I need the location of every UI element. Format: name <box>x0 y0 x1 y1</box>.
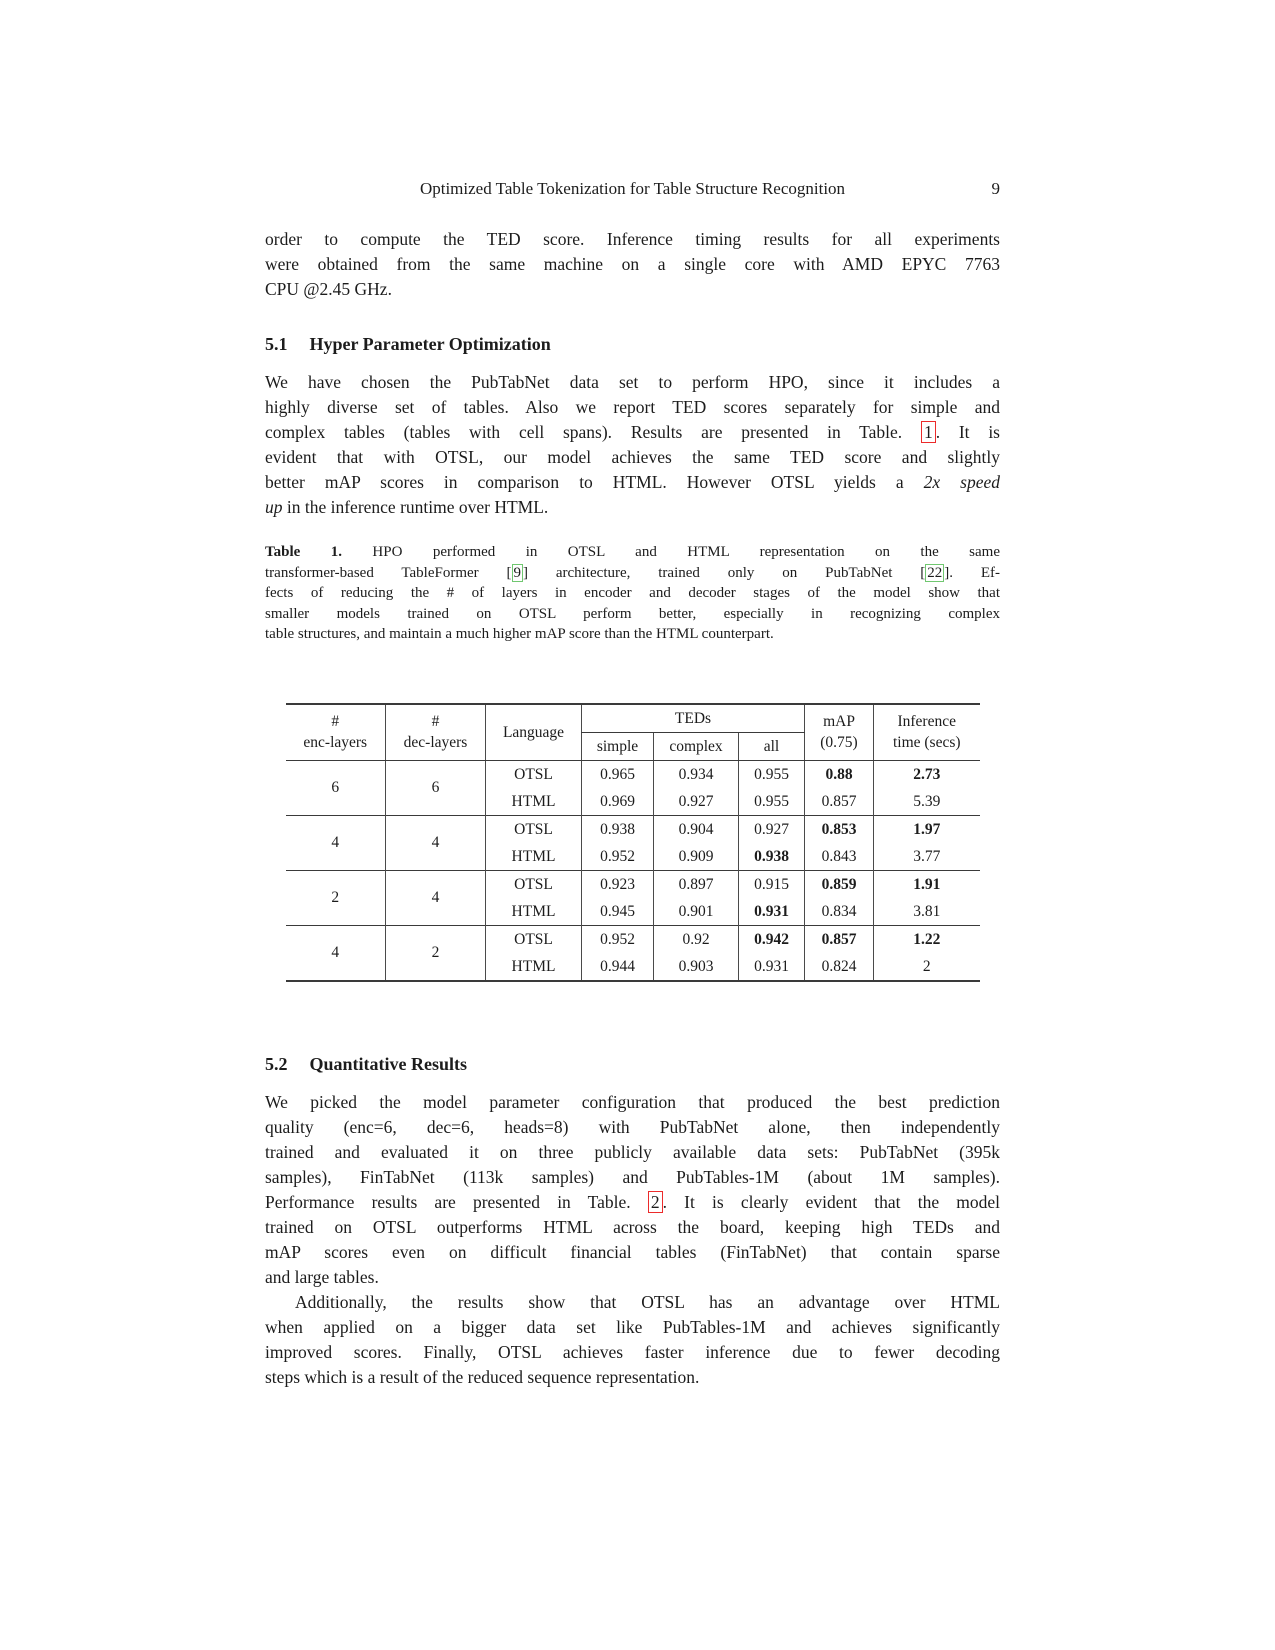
text-line <box>265 495 1000 520</box>
text-segment: ]. Ef- <box>944 564 1001 581</box>
text-line <box>265 604 1000 625</box>
text-segment: highly diverse set of tables. Also we report TED scores separately for simple and <box>265 397 1000 417</box>
section-heading-5-1 <box>265 332 1000 357</box>
text-line <box>265 1315 1000 1340</box>
cell-value: 0.931 <box>739 898 805 926</box>
table-row <box>286 870 980 898</box>
col-header-teds: TEDs <box>582 704 805 733</box>
cell-value: 0.927 <box>739 815 805 843</box>
text-segment: were obtained from the same machine on a single core with AMD EPYC 7763 <box>265 254 1000 274</box>
cell-language: OTSL <box>486 760 582 788</box>
text-segment: . It is clearly evident that the model <box>662 1191 1000 1212</box>
cell-value: 0.944 <box>582 953 654 981</box>
text-segment: We have chosen the PubTabNet data set to perform HPO, since it includes a <box>265 372 1000 392</box>
cell-language: OTSL <box>486 925 582 953</box>
col-header-line: enc-layers <box>303 734 368 752</box>
cell-value: 0.969 <box>582 788 654 816</box>
section-title: Hyper Parameter Optimization <box>309 334 551 354</box>
cell-value: 3.81 <box>874 898 980 926</box>
cell-value: 0.952 <box>582 925 654 953</box>
cell-dec-layers: 6 <box>386 760 486 815</box>
cell-value: 0.859 <box>805 870 874 898</box>
text-line <box>265 1090 1000 1115</box>
cell-value: 0.915 <box>739 870 805 898</box>
cell-value: 0.903 <box>654 953 739 981</box>
text-line <box>265 420 1000 445</box>
cell-value: 1.91 <box>874 870 980 898</box>
section-number: 5.2 <box>265 1053 288 1074</box>
text-line <box>265 583 1000 604</box>
text-segment: Table 1. <box>265 544 342 560</box>
cell-enc-layers: 6 <box>286 760 386 815</box>
cell-dec-layers: 4 <box>386 815 486 870</box>
table-row <box>286 815 980 843</box>
text-line <box>265 1165 1000 1190</box>
cell-value: 0.931 <box>739 953 805 981</box>
text-line <box>265 277 1000 302</box>
table-ref-link[interactable]: 2 <box>648 1191 663 1213</box>
table-1 <box>286 703 980 982</box>
text-segment: smaller models trained on OTSL perform better, especially in recognizing complex <box>265 605 1000 622</box>
cell-value: 0.934 <box>654 760 739 788</box>
col-header-line: # <box>331 713 340 731</box>
text-line <box>265 1190 1000 1215</box>
cell-value: 5.39 <box>874 788 980 816</box>
section-5-2-paragraph-2 <box>265 1290 1000 1390</box>
cell-value: 0.901 <box>654 898 739 926</box>
text-line <box>265 370 1000 395</box>
cell-value: 0.853 <box>805 815 874 843</box>
text-segment: up <box>265 497 283 517</box>
text-line <box>265 252 1000 277</box>
cell-value: 1.97 <box>874 815 980 843</box>
col-header-line: mAP <box>823 713 855 731</box>
text-segment: . It is <box>935 422 1000 442</box>
col-header-map <box>805 704 874 761</box>
col-header-line: (0.75) <box>820 734 858 752</box>
text-line <box>265 470 1000 495</box>
cell-value: 0.955 <box>739 760 805 788</box>
cell-value: 0.938 <box>739 843 805 871</box>
table-row <box>286 760 980 788</box>
cell-value: 0.843 <box>805 843 874 871</box>
text-segment: ] architecture, trained only on PubTabNet [ <box>523 564 926 581</box>
cell-value: 0.92 <box>654 925 739 953</box>
intro-paragraph <box>265 227 1000 302</box>
col-header-line: Inference <box>897 713 956 731</box>
cell-dec-layers: 4 <box>386 870 486 925</box>
text-segment: mAP scores even on difficult financial tables (FinTabNet) that contain sparse <box>265 1241 1000 1262</box>
cell-language: HTML <box>486 843 582 871</box>
cell-enc-layers: 2 <box>286 870 386 925</box>
cell-value: 0.952 <box>582 843 654 871</box>
text-segment: Additionally, the results show that OTSL has an advantage over HTML <box>295 1291 1000 1312</box>
text-segment: and large tables. <box>265 1266 379 1287</box>
cell-value: 0.834 <box>805 898 874 926</box>
text-line <box>265 624 1000 645</box>
text-segment: HPO performed in OTSL and HTML representation on the same <box>341 544 1000 560</box>
col-header-inference <box>874 704 980 761</box>
cell-language: HTML <box>486 953 582 981</box>
cell-language: OTSL <box>486 870 582 898</box>
col-header-language: Language <box>486 704 582 761</box>
col-header-dec-layers <box>386 704 486 761</box>
table-row <box>286 925 980 953</box>
text-segment: transformer-based TableFormer [ <box>265 564 512 581</box>
page-number: 9 <box>991 179 1000 198</box>
text-line <box>265 1340 1000 1365</box>
text-segment: fects of reducing the # of layers in encoder and decoder stages of the model show that <box>265 585 1000 602</box>
cell-value: 2 <box>874 953 980 981</box>
text-segment: We picked the model parameter configuration that produced the best prediction <box>265 1091 1000 1112</box>
text-segment: improved scores. Finally, OTSL achieves faster inference due to fewer decoding <box>265 1341 1000 1362</box>
cell-value: 0.904 <box>654 815 739 843</box>
col-header-all: all <box>739 732 805 760</box>
text-line <box>265 542 1000 563</box>
cell-value: 0.942 <box>739 925 805 953</box>
cell-dec-layers: 2 <box>386 925 486 981</box>
col-header-line: time (secs) <box>892 734 961 752</box>
cell-language: OTSL <box>486 815 582 843</box>
cell-value: 0.897 <box>654 870 739 898</box>
cell-value: 0.938 <box>582 815 654 843</box>
cell-language: HTML <box>486 788 582 816</box>
cell-value: 1.22 <box>874 925 980 953</box>
text-segment: samples), FinTabNet (113k samples) and PubTables-1M (about 1M samples). <box>265 1166 1000 1187</box>
text-segment: table structures, and maintain a much higher mAP score than the HTML counterpart. <box>265 626 774 643</box>
cell-value: 0.824 <box>805 953 874 981</box>
text-segment: order to compute the TED score. Inference timing results for all experiments <box>265 229 1000 249</box>
cell-value: 3.77 <box>874 843 980 871</box>
col-header-complex: complex <box>654 732 739 760</box>
cell-value: 0.923 <box>582 870 654 898</box>
cell-enc-layers: 4 <box>286 815 386 870</box>
text-line <box>265 1265 1000 1290</box>
text-segment: quality (enc=6, dec=6, heads=8) with PubTabNet alone, then independently <box>265 1116 1000 1137</box>
col-header-line: dec-layers <box>403 734 468 752</box>
section-title: Quantitative Results <box>309 1053 467 1074</box>
text-segment: 2x speed <box>923 472 1000 492</box>
cell-value: 0.909 <box>654 843 739 871</box>
cell-value: 2.73 <box>874 760 980 788</box>
text-line <box>265 1215 1000 1240</box>
table-1-caption <box>265 542 1000 645</box>
text-segment: better mAP scores in comparison to HTML. However OTSL yields a <box>265 472 924 492</box>
text-segment: trained and evaluated it on three publicly available data sets: PubTabNet (395k <box>265 1141 1000 1162</box>
text-line <box>265 227 1000 252</box>
text-segment: steps which is a result of the reduced sequence representation. <box>265 1366 700 1387</box>
table-ref-link[interactable]: 1 <box>921 421 936 443</box>
citation-link[interactable]: 22 <box>927 564 943 581</box>
table-1-container <box>265 703 1000 982</box>
text-line <box>265 395 1000 420</box>
text-line <box>265 445 1000 470</box>
text-segment: complex tables (tables with cell spans). Results are presented in Table. <box>265 422 921 442</box>
text-line <box>265 1365 1000 1390</box>
section-5-2-paragraph-1 <box>265 1090 1000 1290</box>
section-number: 5.1 <box>265 334 288 354</box>
running-title: Optimized Table Tokenization for Table Structure Recognition <box>419 179 846 198</box>
cell-enc-layers: 4 <box>286 925 386 981</box>
cell-value: 0.857 <box>805 925 874 953</box>
text-segment: Performance results are presented in Table. <box>265 1191 648 1212</box>
cell-value: 0.857 <box>805 788 874 816</box>
text-segment: trained on OTSL outperforms HTML across the board, keeping high TEDs and <box>265 1216 1000 1237</box>
cell-value: 0.955 <box>739 788 805 816</box>
cell-value: 0.927 <box>654 788 739 816</box>
col-header-enc-layers <box>286 704 386 761</box>
text-line <box>265 1290 1000 1315</box>
cell-value: 0.945 <box>582 898 654 926</box>
running-header <box>265 176 1000 201</box>
col-header-line: # <box>431 713 440 731</box>
text-segment: in the inference runtime over HTML. <box>282 497 549 517</box>
text-segment: when applied on a bigger data set like PubTables-1M and achieves significantly <box>265 1316 1000 1337</box>
col-header-simple: simple <box>582 732 654 760</box>
table-header-row <box>286 704 980 733</box>
text-line <box>265 563 1000 584</box>
section-heading-5-2 <box>265 1052 1000 1077</box>
cell-value: 0.88 <box>805 760 874 788</box>
text-line <box>265 1115 1000 1140</box>
text-segment: CPU @2.45 GHz. <box>265 279 392 299</box>
text-line <box>265 1240 1000 1265</box>
text-line <box>265 1140 1000 1165</box>
cell-value: 0.965 <box>582 760 654 788</box>
cell-language: HTML <box>486 898 582 926</box>
text-segment: evident that with OTSL, our model achieves the same TED score and slightly <box>265 447 1000 467</box>
section-5-1-paragraph <box>265 370 1000 520</box>
citation-link[interactable]: 9 <box>513 564 522 581</box>
